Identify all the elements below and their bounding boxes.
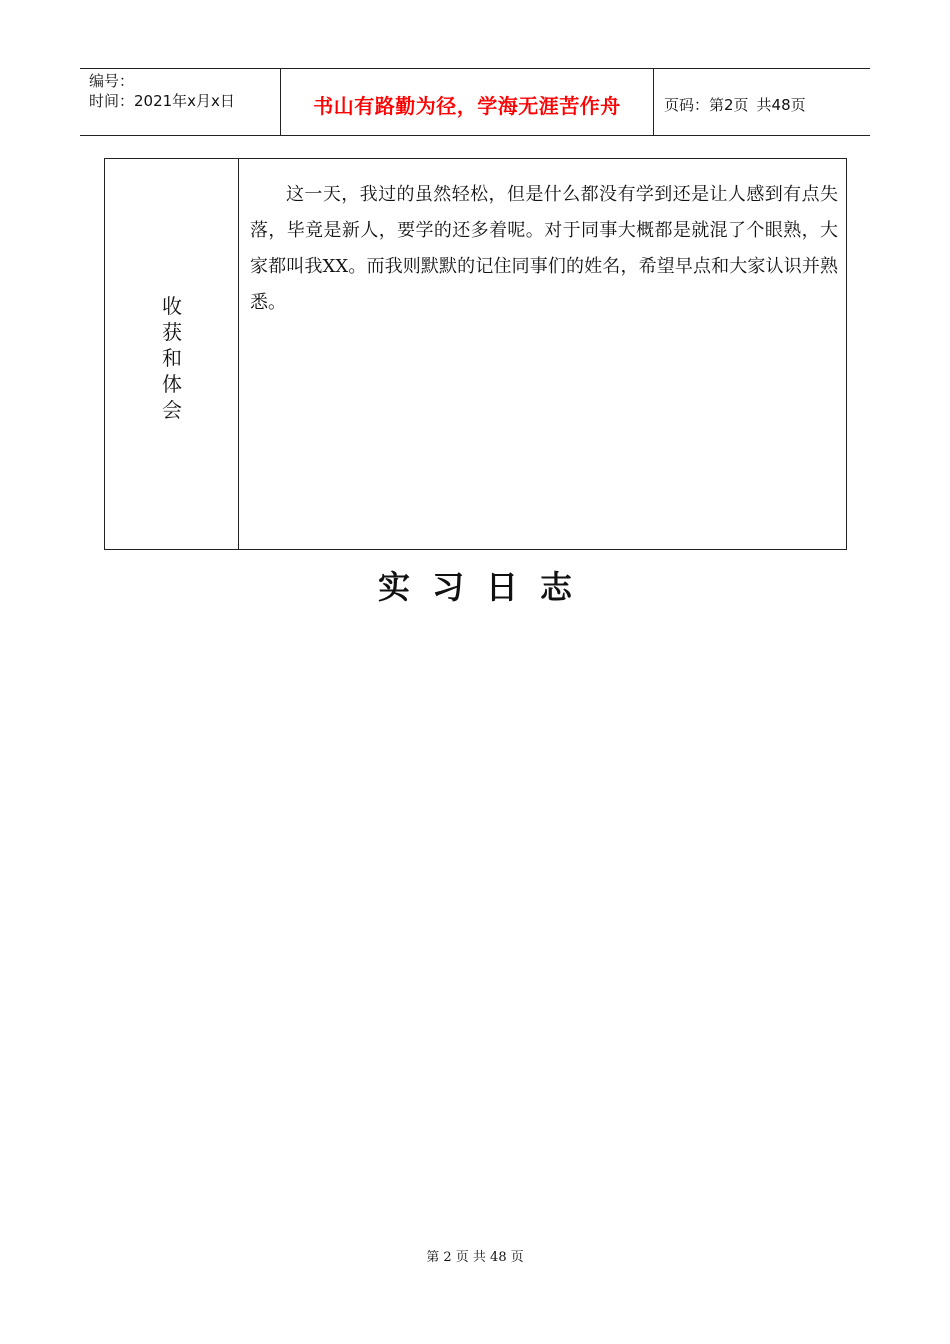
page-header (80, 68, 870, 136)
header-motto: 书山有路勤为径，学海无涯苦作舟 (281, 69, 654, 135)
page-total-label: 共48页 (756, 95, 806, 114)
log-table (104, 158, 847, 550)
reflection-text: 这一天，我过的虽然轻松，但是什么都没有学到还是让人感到有点失落，毕竟是新人，要学的还多着呢。对于同事大概都是就混了个眼熟，大家都叫我XX。而我则默默的记住同事们的姓名，希望早点和大家认识并熟悉。 (250, 184, 838, 313)
date-label: 时间：2021年x月x日 (89, 92, 235, 110)
serial-number-label: 编号： (89, 72, 135, 90)
section-label: 收 获 和 体 会 (162, 294, 182, 422)
page-number-label: 页码：第2页 (664, 95, 749, 114)
table-label-cell (105, 159, 239, 549)
document-title: 实习日志 (377, 568, 594, 606)
header-page-cell (654, 69, 870, 135)
header-meta-cell (80, 69, 281, 135)
page-footer: 第 2 页 共 48 页 (426, 1250, 524, 1265)
